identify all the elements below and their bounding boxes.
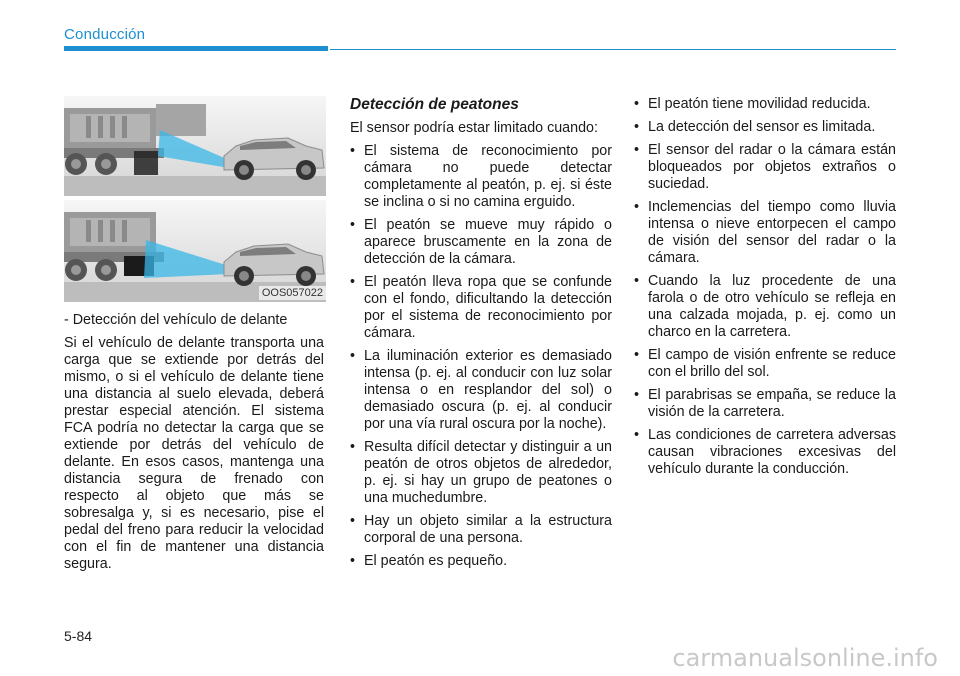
page-number: 5-84: [64, 628, 93, 644]
list-item: • Inclemencias del tiempo como lluvia intensa o nieve entorpecen el campo de visión del sensor del radar o la cámara.: [634, 199, 896, 267]
list-item: • El sensor del radar o la cámara están bloqueados por objetos extraños o suciedad.: [634, 142, 896, 193]
list-item: • Cuando la luz procedente de una farola o de otro vehículo se refleja en una calzada mojada, p. ej. como un charco en la carretera.: [634, 273, 896, 341]
list-item: • El peatón tiene movilidad reducida.: [634, 96, 896, 113]
heading-pedestrian-detection: Detección de peatones: [350, 96, 519, 113]
list-item: • El peatón se mueve muy rápido o aparece bruscamente en la zona de detección de la cámara.: [350, 217, 612, 268]
list-item: • La iluminación exterior es demasiado intensa (p. ej. al conducir con luz solar intensa o en resplandor del sol) o demasiado oscura (p. ej. al conducir por una vía rural oscura por la noche).: [350, 348, 612, 433]
column-right: [634, 96, 896, 484]
list-item: • Las condiciones de carretera adversas causan vibraciones excesivas del vehículo durante la conducción.: [634, 427, 896, 478]
header-rule-thin: [330, 49, 896, 50]
figure-truck-load-top: [64, 96, 326, 196]
list-item: • Hay un objeto similar a la estructura corporal de una persona.: [350, 513, 612, 547]
list-item: • El peatón lleva ropa que se confunde con el fondo, dificultando la detección por el sistema de reconocimiento por cámara.: [350, 274, 612, 342]
column-middle: [350, 96, 612, 576]
list-item: • Resulta difícil detectar y distinguir a un peatón de otros objetos de alrededor, p. ej. si hay un grupo de peatones o una muchedumbre.: [350, 439, 612, 507]
column-left: [64, 312, 324, 579]
illustration-truck-load: [64, 96, 326, 196]
watermark: carmanualsonline.info: [672, 644, 938, 672]
list-item: • El campo de visión enfrente se reduce con el brillo del sol.: [634, 347, 896, 381]
header-rule-thick: [64, 46, 328, 51]
limitations-list-b: [634, 96, 896, 478]
figure-caption: - Detección del vehículo de delante: [64, 312, 288, 328]
list-item: • El peatón es pequeño.: [350, 553, 612, 570]
list-item: • El sistema de reconocimiento por cámara no puede detectar completamente al peatón, p. ej. si éste se inclina o si no camina erguido.: [350, 143, 612, 211]
figure-code-label: OOS057022: [259, 286, 326, 300]
figure-code: [64, 287, 326, 299]
paragraph-load-warning: Si el vehículo de delante transporta una carga que se extiende por detrás del mismo, o si el vehículo de delante tiene una distancia al suelo elevada, deberá prestar especial atención. El sistema FCA podría no detectar la carga que se extiende por detrás del vehículo de delante. En esos casos, mantenga una distancia segura de frenado con respecto al objeto que más se sobresalga y, si es necesario, pise el pedal del freno para reducir la velocidad con el fin de mantener una distancia segura.: [64, 335, 324, 572]
list-item: • El parabrisas se empaña, se reduce la visión de la carretera.: [634, 387, 896, 421]
list-item: • La detección del sensor es limitada.: [634, 119, 896, 136]
intro-text: El sensor podría estar limitado cuando:: [350, 120, 598, 136]
limitations-list-a: [350, 143, 612, 570]
section-title: Conducción: [64, 26, 146, 43]
